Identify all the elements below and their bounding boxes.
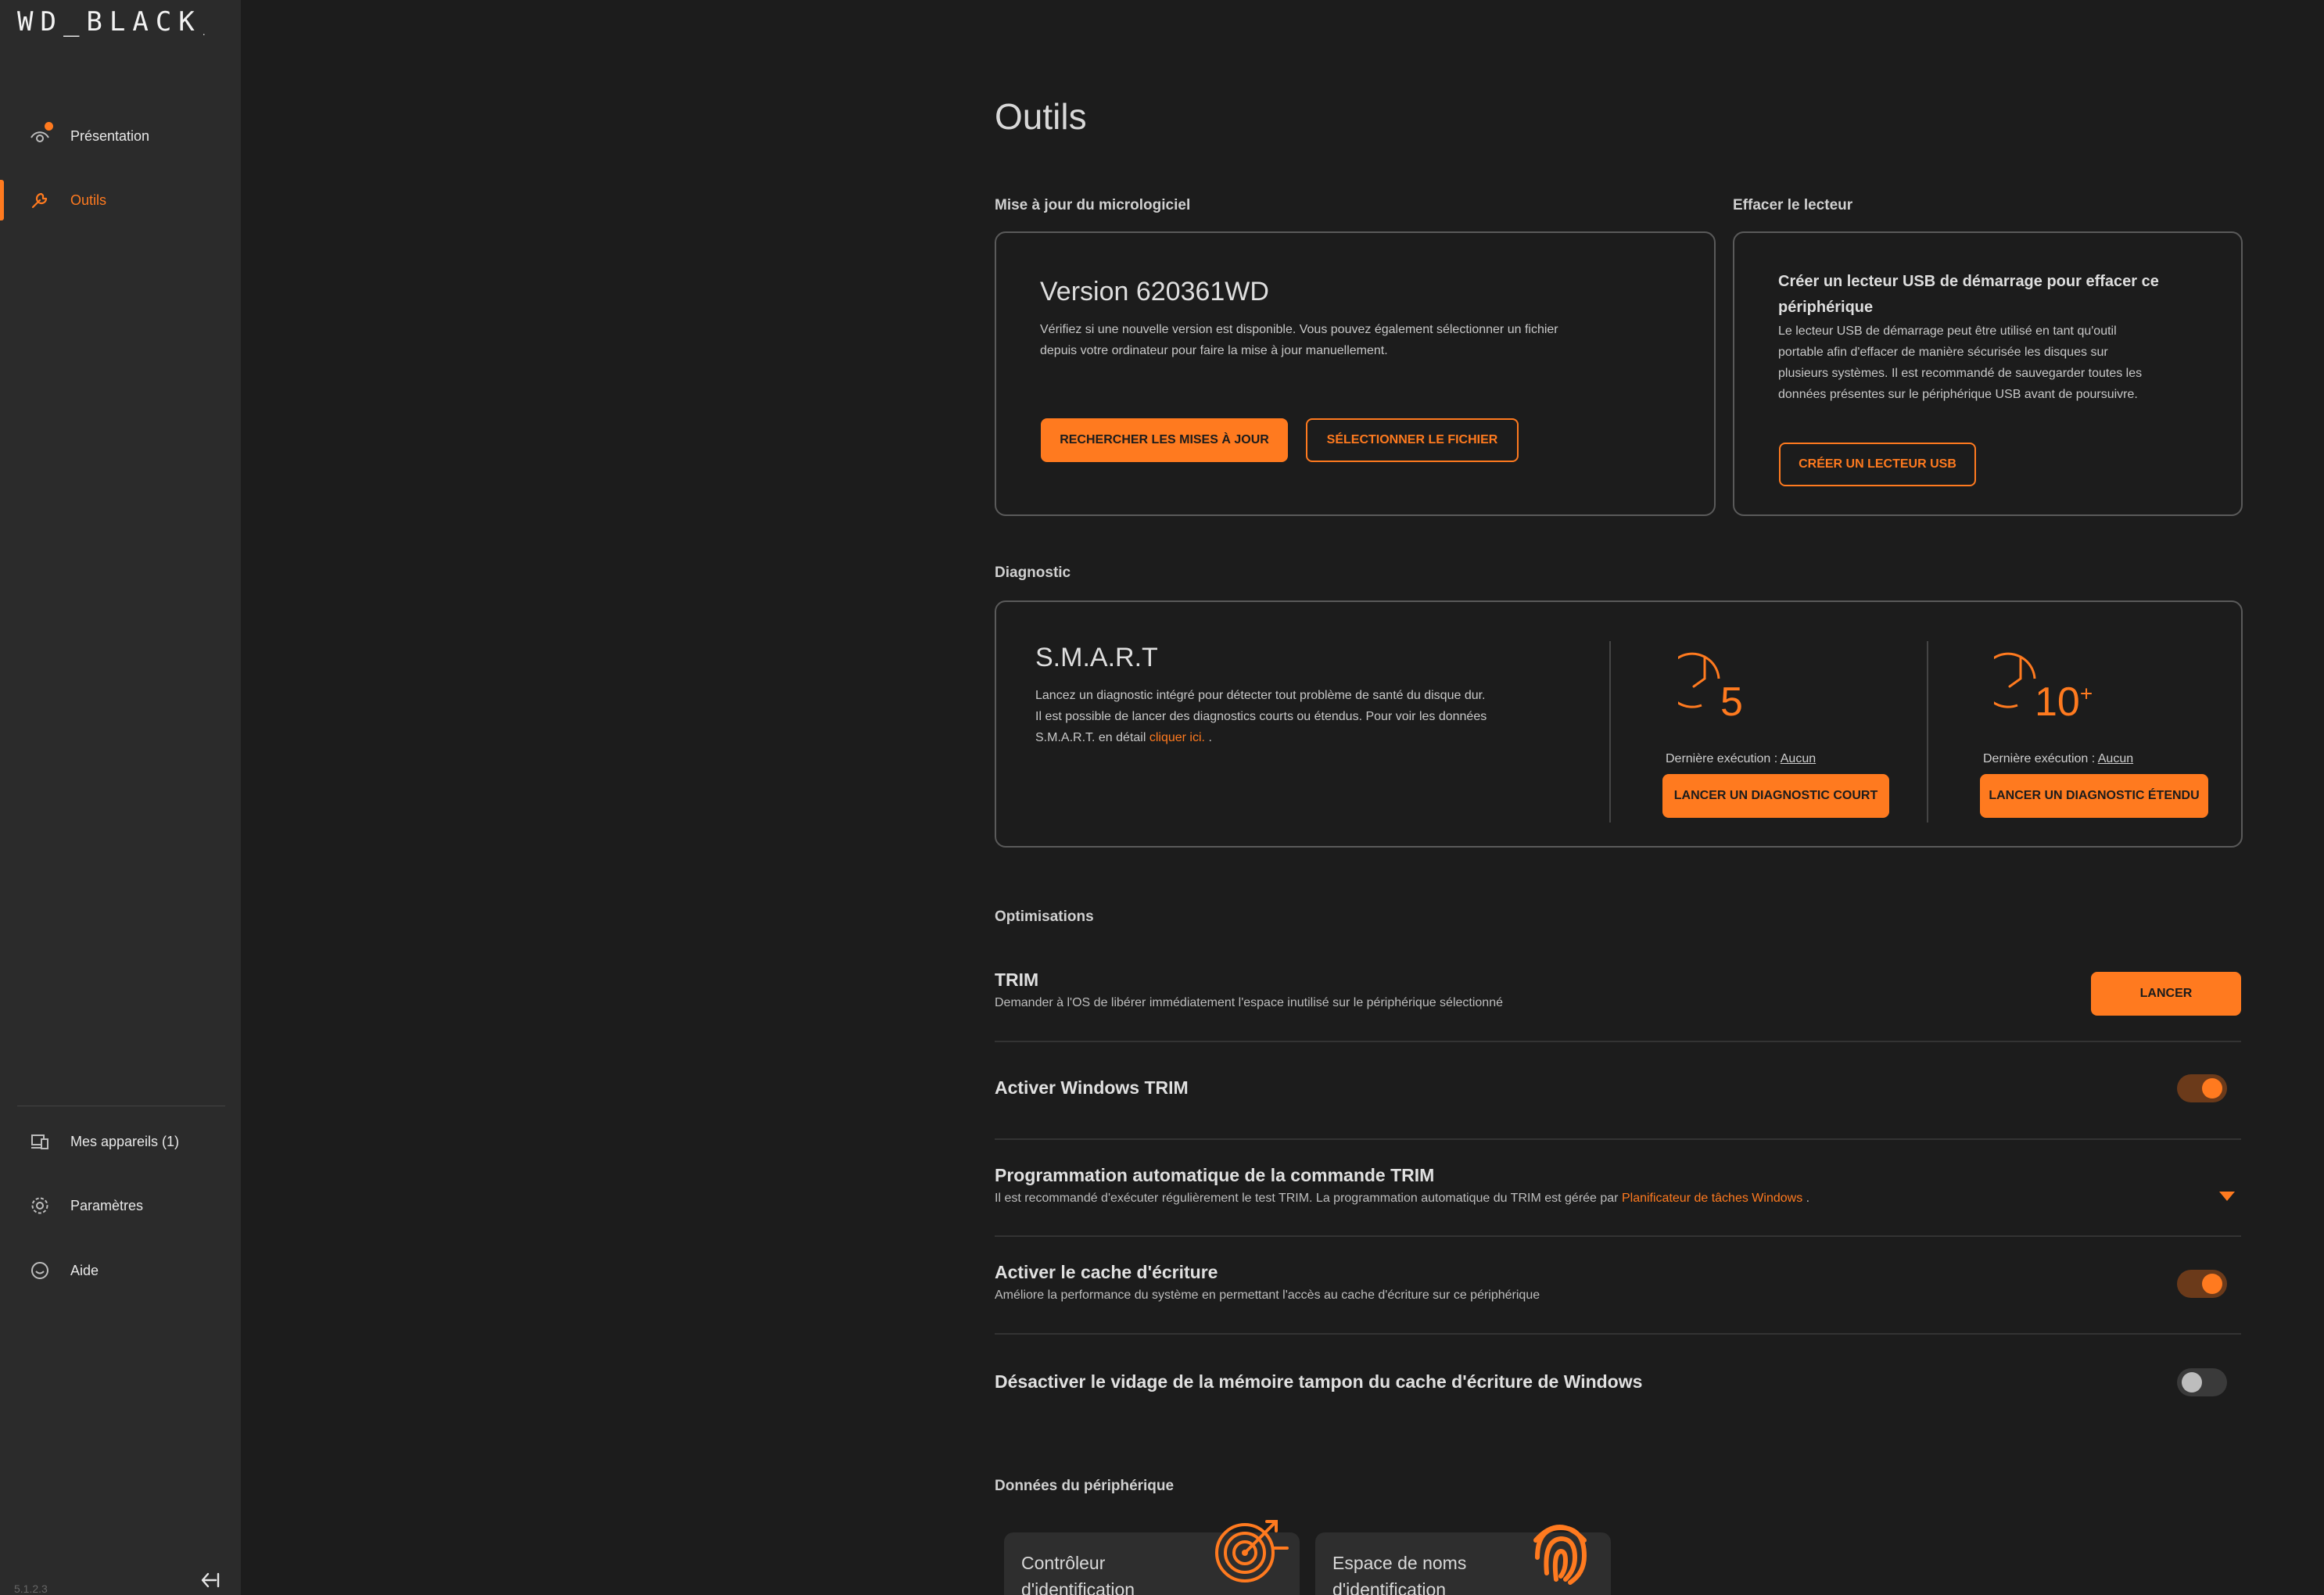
auto-trim-description: Il est recommandé d'exécuter régulièrement le test TRIM. La programmation automatique du TRIM est gérée par Planificateur de tâches Windows . [995, 1192, 1810, 1205]
identify-controller-tile[interactable] [1004, 1532, 1300, 1595]
collapse-sidebar-button[interactable] [199, 1568, 222, 1592]
sidebar-item-presentation[interactable] [0, 114, 241, 158]
windows-trim-title: Activer Windows TRIM [995, 1077, 1189, 1098]
trim-run-button[interactable]: LANCER [2091, 972, 2241, 1016]
flush-toggle[interactable] [2177, 1368, 2227, 1396]
collapse-icon [200, 1572, 221, 1589]
sidebar-item-label: Présentation [70, 127, 150, 144]
select-file-button[interactable]: SÉLECTIONNER LE FICHIER [1306, 418, 1519, 462]
device-data-section-label: Données du périphérique [995, 1478, 1175, 1494]
firmware-description: Vérifiez si une nouvelle version est disponible. Vous pouvez également sélectionner un fichier depuis votre ordinateur pour faire la mise à jour manuellement. [1040, 323, 1558, 357]
row-divider [995, 1333, 2241, 1335]
erase-description: Le lecteur USB de démarrage peut être utilisé en tant qu'outil portable afin d'effacer de manière sécurisée les disques sur plusieurs systèmes. Il est recommandé de sauvegarder toutes les données présentes sur le périphérique USB avant de poursuivre. [1778, 324, 2143, 401]
smart-description: Lancez un diagnostic intégré pour détecter tout problème de santé du disque dur. Il est possible de lancer des diagnostics courts ou étendus. Pour voir les données S.M.A.R.T. en détail cliquer ici. . [1035, 689, 1487, 744]
smart-details-link[interactable]: cliquer ici. [1149, 731, 1205, 744]
tile-label: Espace de noms d'identification [1332, 1553, 1467, 1595]
short-diagnostic-button[interactable]: LANCER UN DIAGNOSTIC COURT [1662, 774, 1889, 818]
write-cache-title: Activer le cache d'écriture [995, 1262, 1218, 1282]
help-icon [30, 1260, 50, 1281]
erase-card [1733, 231, 2243, 516]
diagnostic-divider [1609, 641, 1611, 823]
sidebar-item-label: Mes appareils (1) [70, 1133, 180, 1149]
devices-icon [30, 1131, 50, 1152]
firmware-version-title: Version 620361WD [1040, 277, 1269, 306]
target-icon [1210, 1509, 1289, 1587]
extended-last-run: Dernière exécution : Aucun [1983, 752, 2134, 765]
row-divider [995, 1041, 2241, 1042]
firmware-card [995, 231, 1716, 516]
diagnostic-divider [1927, 641, 1928, 823]
identify-namespace-tile[interactable] [1315, 1532, 1611, 1595]
fingerprint-icon [1520, 1509, 1598, 1587]
erase-section-label: Effacer le lecteur [1733, 197, 1853, 213]
toggle-knob [2202, 1274, 2222, 1294]
create-usb-button[interactable]: CRÉER UN LECTEUR USB [1779, 443, 1976, 486]
eye-icon [30, 126, 50, 146]
toggle-knob [2202, 1078, 2222, 1099]
sidebar-item-outils[interactable] [0, 178, 241, 222]
short-diagnostic-icon: 5 [1678, 647, 1772, 726]
check-updates-button[interactable]: RECHERCHER LES MISES À JOUR [1041, 418, 1288, 462]
sidebar [0, 0, 241, 1595]
toggle-knob [2182, 1372, 2202, 1392]
sidebar-item-mes-appareils[interactable] [0, 1120, 241, 1163]
windows-trim-toggle[interactable] [2177, 1074, 2227, 1102]
sidebar-item-parametres[interactable] [0, 1184, 241, 1228]
auto-trim-title: Programmation automatique de la commande TRIM [995, 1165, 1435, 1185]
write-cache-description: Améliore la performance du système en permettant l'accès au cache d'écriture sur ce périphérique [995, 1289, 1540, 1302]
trim-description: Demander à l'OS de libérer immédiatement l'espace inutilisé sur le périphérique sélectionné [995, 996, 1503, 1009]
wrench-icon [30, 190, 50, 210]
gear-icon [30, 1195, 50, 1216]
smart-title: S.M.A.R.T [1035, 643, 1158, 672]
task-scheduler-link[interactable]: Planificateur de tâches Windows [1621, 1192, 1803, 1205]
optimisations-section-label: Optimisations [995, 909, 1094, 925]
trim-title: TRIM [995, 970, 1039, 990]
row-divider [995, 1235, 2241, 1237]
write-cache-toggle[interactable] [2177, 1270, 2227, 1298]
extended-diagnostic-icon: 10+ [1994, 647, 2119, 726]
firmware-section-label: Mise à jour du micrologiciel [995, 197, 1191, 213]
sidebar-item-label: Paramètres [70, 1197, 144, 1213]
tile-label: Contrôleur d'identification [1021, 1553, 1135, 1595]
row-divider [995, 1138, 2241, 1140]
sidebar-item-aide[interactable] [0, 1249, 241, 1292]
app-version: 5.1.2.3 [14, 1582, 48, 1595]
flush-title: Désactiver le vidage de la mémoire tampon du cache d'écriture de Windows [995, 1371, 1643, 1392]
diagnostic-card [995, 600, 2243, 848]
extended-diagnostic-button[interactable]: LANCER UN DIAGNOSTIC ÉTENDU [1980, 774, 2208, 818]
sidebar-item-label: Aide [70, 1262, 99, 1278]
notification-badge [45, 122, 53, 131]
short-last-run: Dernière exécution : Aucun [1666, 752, 1817, 765]
page-title: Outils [995, 96, 1087, 137]
app-logo: WD_BLACK. [17, 6, 206, 38]
chevron-down-icon[interactable] [2219, 1192, 2235, 1201]
sidebar-item-label: Outils [70, 192, 107, 208]
erase-title: Créer un lecteur USB de démarrage pour effacer ce périphérique [1778, 273, 2159, 316]
diagnostic-section-label: Diagnostic [995, 565, 1071, 581]
